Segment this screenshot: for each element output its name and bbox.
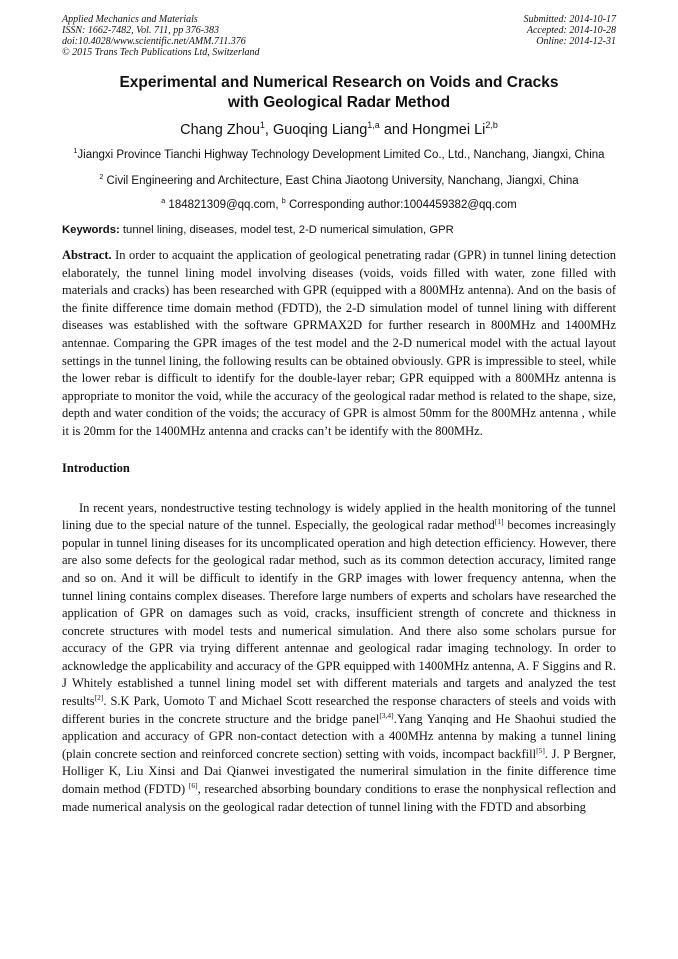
email-a[interactable]: 184821309@qq.com, [165,199,282,211]
intro-text-5: . J. P Bergner, Holliger K, Liu Xinsi and Dai Qianwei investigated the numeriral simulation in the finite difference time domain method (FDTD) [62,746,617,797]
citation-1[interactable]: [1] [494,516,504,526]
doi-line: doi:10.4028/www.scientific.net/AMM.711.376 [62,36,246,47]
citation-2[interactable]: [2] [94,692,104,702]
citation-4[interactable]: [5] [536,745,545,755]
introduction-paragraph [62,500,616,817]
author-3: Hongmei Li [412,122,486,138]
keywords-text: tunnel lining, diseases, model test, 2-D numerical simulation, GPR [119,224,454,236]
author-2: Guoqing Liang [272,122,368,138]
submitted-date: Submitted: 2014-10-17 [523,14,616,25]
keywords [62,222,616,238]
affiliation-2 [62,172,616,190]
journal-name: Applied Mechanics and Materials [62,14,198,25]
title-line-2: with Geological Radar Method [227,94,451,111]
affiliation-1 [62,146,616,164]
intro-text-4: .Yang Yanqing and He Shaohui studied the application and accuracy of GPR non-contact detection with a 400MHz antenna by making a tunnel lining (plain concrete section and reinforced concrete section) setting with voids, incompact backfill [62,711,616,761]
affiliation-1-text: Jiangxi Province Tianchi Highway Technology Development Limited Co., Ltd., Nanchang, Jiangxi, China [77,149,605,161]
keywords-label: Keywords: [62,224,120,236]
citation-3[interactable]: [3,4] [379,710,394,720]
author-separator: and [379,122,413,138]
author-list [62,120,616,140]
journal-header [62,14,616,58]
abstract [62,247,616,441]
journal-info [62,14,260,58]
email-a-marker: a [161,197,166,206]
author-1-affil: 1 [259,120,265,131]
email-b-marker: b [281,197,286,206]
affiliation-1-marker: 1 [73,147,78,156]
author-1: Chang Zhou [180,122,260,138]
email-b[interactable]: Corresponding author:1004459382@qq.com [285,199,517,211]
abstract-label: Abstract. [62,248,112,262]
intro-text-2: becomes increasingly popular in tunnel lining diseases for its uncomplicated operation and high detection efficiency. However, there are also some defects for the geological radar method, such as its common detection accuracy, limited range and so on. And it will be difficult to identify in the GRP images with lower frequency antenna, when the tunnel lining contains complex diseases. Therefore large numbers of experts and scholars have researched the application of GPR on damages such as void, cracks, insufficient strength of concrete and thickness in concrete structures with model tests and numerical simulation. And there also some scholars pursue for accuracy of the GPR via trying different antennae and geological radar imaging technology. In order to acknowledge the applicability and accuracy of the GPR equipped with 1400MHz antenna, A. F Siggins and R. J Whitely established a tunnel lining model set with different materials and targets and analyzed the test results [62,518,616,709]
author-3-affil: 2,b [485,120,498,131]
affiliation-2-text: Civil Engineering and Architecture, East China Jiaotong University, Nanchang, Jiangxi, China [103,175,579,187]
affiliation-2-marker: 2 [99,173,104,182]
publication-dates [524,14,617,58]
online-date: Online: 2014-12-31 [536,36,616,47]
paper-title [62,73,616,113]
intro-text-6: , researched absorbing boundary conditions to erase the nonphysical reflection and made numerical analysis on the geological radar detection of tunnel lining with the FDTD and absorbing [62,782,616,814]
issn-line: ISSN: 1662-7482, Vol. 711, pp 376-383 [62,25,220,36]
copyright-line: © 2015 Trans Tech Publications Ltd, Switzerland [62,47,260,58]
abstract-text: In order to acquaint the application of geological penetrating radar (GPR) in tunnel lining detection elaborately, the tunnel lining model involving diseases (voids, voids filled with water, zone filled with materials and cracks) has been researched with GPR (equipped with a 800MHz antenna). And on the basis of the finite difference time domain method (FDTD), the 2-D simulation model of tunnel lining with different diseases was established with the software GPRMAX2D for further research in 800MHz and 1400MHz antennae. Comparing the GPR images of the test model and the 2-D numerical model with the actual layout settings in the tunnel lining, the following results can be obtained obviously. GPR is impressible to steel, while the lower rebar is difficult to identify for the double-layer rebar; GPR equipped with a 800MHz antenna is appropriate to monitor the void, while the accuracy of the geological radar method is related to the shape, size, depth and water condition of the voids; the accuracy of GPR is almost 50mm for the 800MHz antenna , while it is 20mm for the 1400MHz antenna and cracks can’t be identify with the 800MHz. [62,248,616,438]
accepted-date: Accepted: 2014-10-28 [526,25,616,36]
author-emails [62,196,616,214]
intro-text-3: . S.K Park, Uomoto T and Michael Scott researched the response characters of steels and voids with different buries in the concrete structure and the bridge panel [62,694,616,726]
author-separator: , [264,122,273,138]
citation-5[interactable]: [6] [188,780,198,790]
title-line-1: Experimental and Numerical Research on Voids and Cracks [119,74,559,91]
intro-text-1: In recent years, nondestructive testing technology is widely applied in the health monitoring of the tunnel lining due to the special nature of the tunnel. Especially, the geological radar method [62,500,616,533]
introduction-heading: Introduction [62,460,130,475]
author-2-affil: 1,a [367,120,380,131]
